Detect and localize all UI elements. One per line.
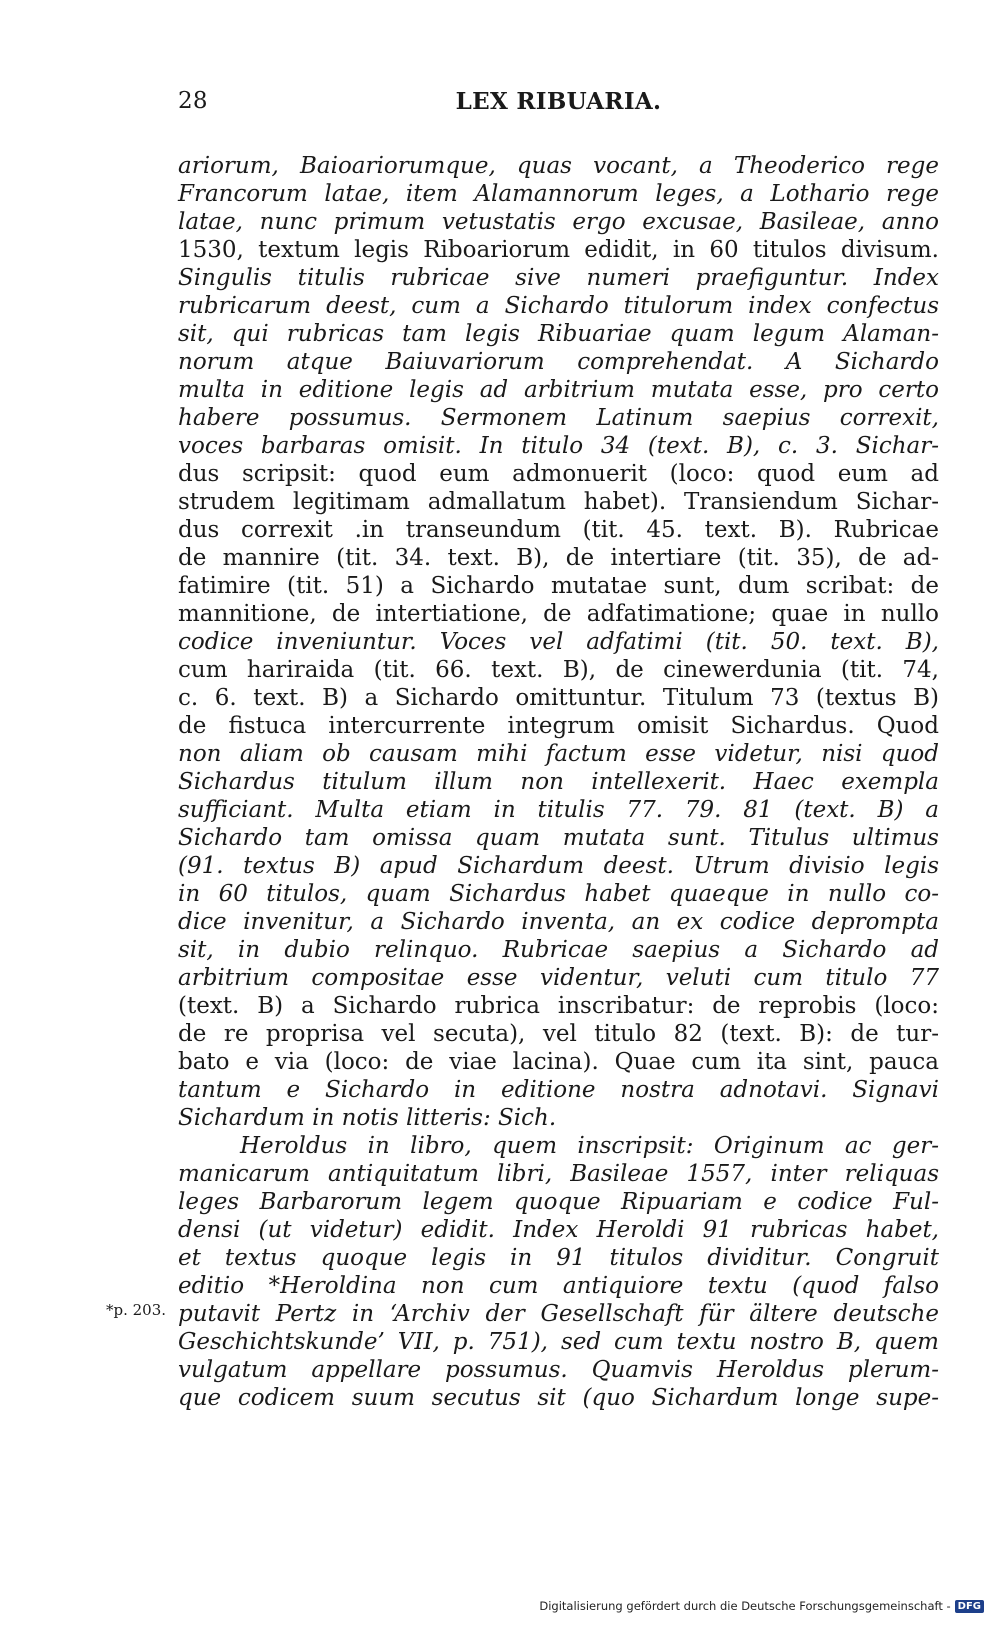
text-line: Sichardo tam omissa quam mutata sunt. Titulus ultimus	[178, 825, 939, 851]
credit-text: Digitalisierung gefördert durch die Deutsche Forschungsgemeinschaft -	[539, 1599, 951, 1613]
text-line: leges Barbarorum legem quoque Ripuariam e codice Ful-	[178, 1189, 939, 1215]
text-line: densi (ut videtur) edidit. Index Heroldi 91 rubricas habet,	[178, 1217, 939, 1243]
text-line: ariorum, Baioariorumque, quas vocant, a Theoderico rege	[178, 153, 939, 179]
text-line: rubricarum deest, cum a Sichardo titulorum index confectus	[178, 293, 939, 319]
text-line: de re proprisa vel secuta), vel titulo 82 (text. B): de tur-	[178, 1021, 939, 1047]
text-line: manicarum antiquitatum libri, Basileae 1557, inter reliquas	[178, 1161, 939, 1187]
running-title: LEX RIBUARIA.	[455, 88, 662, 115]
text-line: multa in editione legis ad arbitrium mutata esse, pro certo	[178, 377, 939, 403]
text-line: latae, nunc primum vetustatis ergo excusae, Basileae, anno	[178, 209, 939, 235]
text-line: mannitione, de intertiatione, de adfatimatione; quae in nullo	[178, 601, 939, 627]
text-line: Sichardum in notis litteris: Sich.	[178, 1105, 557, 1131]
text-line: non aliam ob causam mihi factum esse videtur, nisi quod	[178, 741, 939, 767]
text-line: (91. textus B) apud Sichardum deest. Utrum divisio legis	[178, 853, 939, 879]
text-line: in 60 titulos, quam Sichardus habet quaeque in nullo co-	[178, 881, 939, 907]
body-text	[178, 152, 939, 1412]
text-line: Geschichtskunde’ VII, p. 751), sed cum textu nostro B, quem	[178, 1329, 939, 1355]
page-number: 28	[178, 88, 208, 114]
text-line: arbitrium compositae esse videntur, veluti cum titulo 77	[178, 965, 939, 991]
text-line: c. 6. text. B) a Sichardo omittuntur. Titulum 73 (textus B)	[178, 685, 939, 711]
text-line: et textus quoque legis in 91 titulos dividitur. Congruit	[178, 1245, 939, 1271]
text-line: de mannire (tit. 34. text. B), de intertiare (tit. 35), de ad-	[178, 545, 939, 571]
text-line: sit, qui rubricas tam legis Ribuariae quam legum Alaman-	[178, 321, 939, 347]
text-line: editio *Heroldina non cum antiquiore textu (quod falso	[178, 1273, 939, 1299]
text-line: putavit Pertz in ‘Archiv der Gesellschaft für ältere deutsche	[178, 1301, 939, 1327]
digitization-credit	[539, 1599, 984, 1613]
text-line: Singulis titulis rubricae sive numeri praefiguntur. Index	[178, 265, 939, 291]
text-line: 1530, textum legis Riboariorum edidit, in 60 titulos divisum.	[178, 237, 939, 263]
text-line: dus correxit .in transeundum (tit. 45. text. B). Rubricae	[178, 517, 939, 543]
text-line: (text. B) a Sichardo rubrica inscribatur: de reprobis (loco:	[178, 993, 939, 1019]
text-line: fatimire (tit. 51) a Sichardo mutatae sunt, dum scribat: de	[178, 573, 939, 599]
text-line: codice inveniuntur. Voces vel adfatimi (tit. 50. text. B),	[178, 629, 939, 655]
text-line: dus scripsit: quod eum admonuerit (loco: quod eum ad	[178, 461, 939, 487]
dfg-logo: DFG	[955, 1600, 984, 1613]
text-line: cum hariraida (tit. 66. text. B), de cinewerdunia (tit. 74,	[178, 657, 939, 683]
text-line: vulgatum appellare possumus. Quamvis Heroldus plerum-	[178, 1357, 939, 1383]
text-line: sit, in dubio relinquo. Rubricae saepius a Sichardo ad	[178, 937, 939, 963]
text-line: strudem legitimam admallatum habet). Transiendum Sichar-	[178, 489, 939, 515]
text-line: bato e via (loco: de viae lacina). Quae cum ita sint, pauca	[178, 1049, 939, 1075]
margin-page-reference: *p. 203.	[106, 1301, 167, 1319]
text-line: voces barbaras omisit. In titulo 34 (text. B), c. 3. Sichar-	[178, 433, 939, 459]
text-line: que codicem suum secutus sit (quo Sichardum longe supe-	[178, 1385, 939, 1411]
text-line: sufficiant. Multa etiam in titulis 77. 79. 81 (text. B) a	[178, 797, 939, 823]
text-line: Heroldus in libro, quem inscripsit: Originum ac ger-	[240, 1133, 939, 1159]
text-line: tantum e Sichardo in editione nostra adnotavi. Signavi	[178, 1077, 939, 1103]
text-line: Sichardus titulum illum non intellexerit. Haec exempla	[178, 769, 939, 795]
text-line: dice invenitur, a Sichardo inventa, an ex codice deprompta	[178, 909, 939, 935]
text-line: Francorum latae, item Alamannorum leges, a Lothario rege	[178, 181, 939, 207]
text-line: habere possumus. Sermonem Latinum saepius correxit,	[178, 405, 939, 431]
text-line: norum atque Baiuvariorum comprehendat. A Sichardo	[178, 349, 939, 375]
text-line: de fistuca intercurrente integrum omisit Sichardus. Quod	[178, 713, 939, 739]
